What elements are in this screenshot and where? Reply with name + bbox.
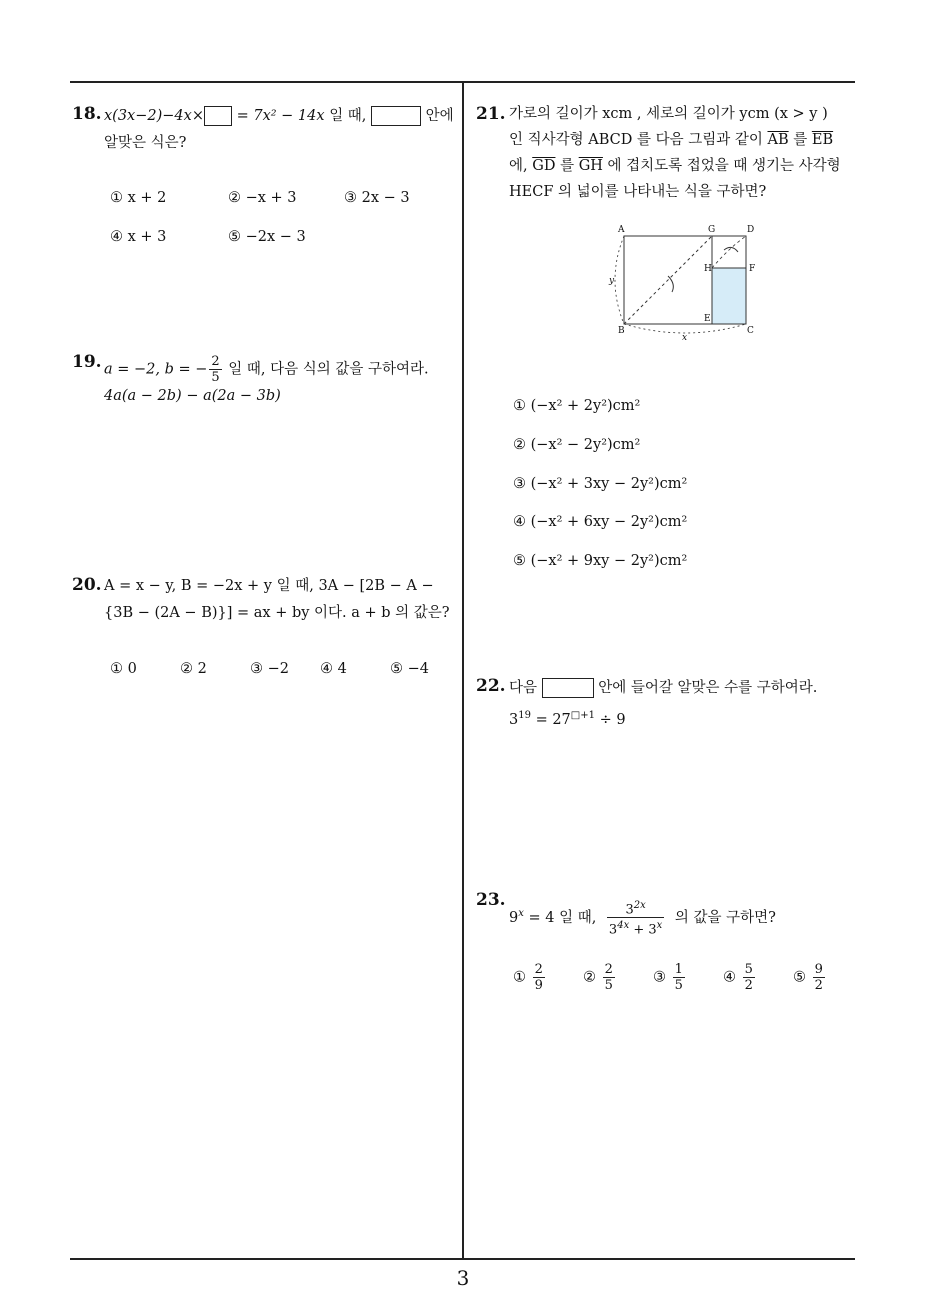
option-4[interactable]: ④ 4 xyxy=(320,661,347,677)
question-text-line2: 인 직사각형 ABCD 를 다음 그림과 같이 $\overline{AB}$ 를 $\overline{EB}$ xyxy=(509,132,834,148)
option-5[interactable]: ⑤ $\frac{9}{2}$ xyxy=(793,962,823,993)
option-3[interactable]: ③ 2x − 3 xyxy=(344,190,410,206)
option-fraction: $\frac{2}{9}$ xyxy=(534,962,543,993)
question-text: $9^x = 4$ 일 때, $\frac{3^{2x}}{3^{4x} + 3^x}$ 의 값을 구하면? xyxy=(509,900,776,938)
option-4[interactable]: ④ (−x² + 6xy − 2y²)cm² xyxy=(513,514,688,530)
option-1[interactable]: ① 0 xyxy=(110,661,137,677)
label-g: G xyxy=(708,225,716,235)
question-text: x(3x−2)−4x× = 7x² − 14x 일 때, 안에 xyxy=(104,108,454,124)
column-divider xyxy=(462,82,464,1259)
question-text-line4: HECF 의 넓이를 나타내는 식을 구하면? xyxy=(509,184,767,200)
label-f: F xyxy=(749,264,756,274)
question-text: 다음 안에 들어갈 알맞은 수를 구하여라. xyxy=(509,680,818,696)
page-number: 3 xyxy=(456,1266,470,1290)
fraction: $\frac{3^{2x}}{3^{4x} + 3^x}$ xyxy=(608,900,663,938)
option-5[interactable]: ⑤ −2x − 3 xyxy=(228,229,306,245)
option-fraction: $\frac{2}{5}$ xyxy=(604,962,613,993)
question-number: 19. xyxy=(72,352,102,372)
option-5[interactable]: ⑤ (−x² + 9xy − 2y²)cm² xyxy=(513,553,688,569)
option-1[interactable]: ① (−x² + 2y²)cm² xyxy=(513,398,641,414)
question-number: 18. xyxy=(72,104,102,124)
folded-rectangle-figure xyxy=(604,218,760,342)
question-text-line2: {3B − (2A − B)}] = ax + by 이다. a + b 의 값은? xyxy=(104,605,450,621)
question-number: 23. xyxy=(476,890,506,910)
option-2[interactable]: ② 2 xyxy=(180,661,207,677)
option-2[interactable]: ② −x + 3 xyxy=(228,190,297,206)
brace-y xyxy=(615,236,624,324)
expression: $3^{19} = 27^{□+1} \div 9$ xyxy=(509,710,626,728)
label-y: y xyxy=(609,276,615,286)
option-3[interactable]: ③ $\frac{1}{5}$ xyxy=(653,962,683,993)
option-3[interactable]: ③ (−x² + 3xy − 2y²)cm² xyxy=(513,476,688,492)
label-h: H xyxy=(704,264,712,274)
question-text: a = −2, b = − $\frac{2}{5}$ 일 때, 다음 식의 값을 구하여라. xyxy=(104,354,429,385)
option-5[interactable]: ⑤ −4 xyxy=(390,661,429,677)
answer-blank xyxy=(542,678,594,698)
option-1[interactable]: ① x + 2 xyxy=(110,190,167,206)
expression: 4a(a − 2b) − a(2a − 3b) xyxy=(104,388,281,404)
question-number: 21. xyxy=(476,104,506,124)
option-fraction: $\frac{1}{5}$ xyxy=(674,962,683,993)
shaded-region-hecf xyxy=(712,268,746,324)
label-c: C xyxy=(747,326,754,336)
question-number: 20. xyxy=(72,575,102,595)
label-d: D xyxy=(747,225,755,235)
angle-mark-1 xyxy=(668,276,673,292)
option-1[interactable]: ① $\frac{2}{9}$ xyxy=(513,962,543,993)
option-4[interactable]: ④ $\frac{5}{2}$ xyxy=(723,962,753,993)
question-text-line3: 에, $\overline{GD}$ 를 $\overline{GH}$ 에 겹치도록 접었을 때 생기는 사각형 xyxy=(509,158,841,174)
label-x: x xyxy=(682,333,688,342)
option-4[interactable]: ④ x + 3 xyxy=(110,229,167,245)
diagonal-bg xyxy=(624,236,712,324)
angle-mark-2 xyxy=(724,247,738,252)
option-2[interactable]: ② $\frac{2}{5}$ xyxy=(583,962,613,993)
question-text: 가로의 길이가 xcm , 세로의 길이가 ycm (x > y ) xyxy=(509,106,828,122)
question-text: A = x − y, B = −2x + y 일 때, 3A − [2B − A − xyxy=(104,578,434,594)
option-2[interactable]: ② (−x² − 2y²)cm² xyxy=(513,437,641,453)
label-a: A xyxy=(618,225,625,235)
answer-blank xyxy=(371,106,421,126)
label-b: B xyxy=(618,326,625,336)
question-number: 22. xyxy=(476,676,506,696)
fold-arc xyxy=(712,236,746,268)
fraction: $\frac{2}{5}$ xyxy=(211,354,220,385)
answer-blank xyxy=(204,106,232,126)
label-e: E xyxy=(704,314,711,324)
option-3[interactable]: ③ −2 xyxy=(250,661,289,677)
option-fraction: $\frac{9}{2}$ xyxy=(814,962,823,993)
brace-x xyxy=(624,324,746,333)
option-fraction: $\frac{5}{2}$ xyxy=(744,962,753,993)
bottom-rule xyxy=(70,1258,855,1260)
question-text-line2: 알맞은 식은? xyxy=(104,135,187,151)
